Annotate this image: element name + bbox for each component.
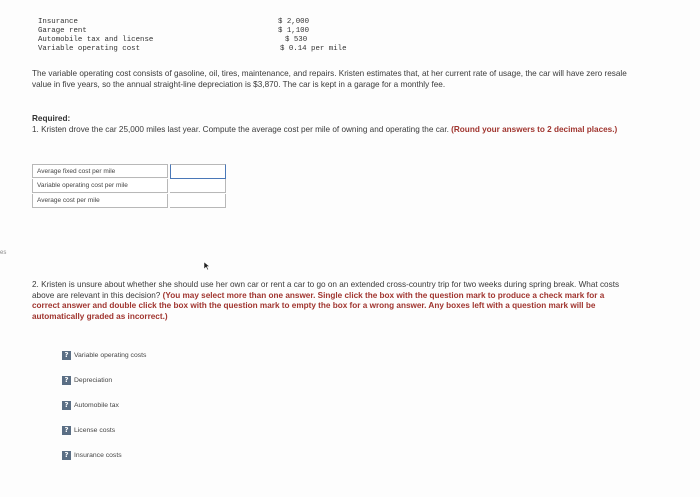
question-mark-checkbox-icon[interactable]: ? <box>62 451 71 460</box>
cost-label: Insurance <box>38 18 78 26</box>
cost-value: $ 1,100 <box>278 27 310 35</box>
option-license-costs[interactable] <box>62 424 146 436</box>
required-heading: Required: <box>32 114 71 123</box>
option-label: License costs <box>74 426 116 434</box>
answer-row <box>32 164 226 179</box>
cost-label: Automobile tax and license <box>38 36 154 44</box>
question-mark-checkbox-icon[interactable]: ? <box>62 351 71 360</box>
variable-cost-input[interactable] <box>170 179 226 193</box>
cost-label: Variable operating cost <box>38 45 141 53</box>
question-mark-checkbox-icon[interactable]: ? <box>62 426 71 435</box>
option-insurance-costs[interactable] <box>62 449 146 461</box>
option-label: Insurance costs <box>74 451 122 459</box>
cost-label: Garage rent <box>38 27 87 35</box>
question-2 <box>32 280 632 322</box>
question-1-instruction: (Round your answers to 2 decimal places.) <box>451 125 618 134</box>
cost-row-insurance <box>38 18 378 27</box>
option-depreciation[interactable] <box>62 374 146 386</box>
cost-row-auto-tax <box>38 36 378 45</box>
question-2-instruction: (You may select more than one answer. Single click the box with the question mark to produce a check mark for a correct answer and double click the box with the question mark to empty the box for a wrong answer. Any boxes left with a question mark will be automatically graded as incorrect.) <box>32 290 605 321</box>
checkbox-list <box>62 349 146 474</box>
avg-cost-input[interactable] <box>170 194 226 208</box>
answer-label-avg-cost: Average cost per mile <box>32 194 168 208</box>
option-label: Variable operating costs <box>74 351 147 359</box>
cost-value: $ 0.14 per mile <box>280 45 347 53</box>
option-label: Depreciation <box>74 376 113 384</box>
question-1 <box>32 125 632 136</box>
answer-row <box>32 179 226 194</box>
avg-fixed-cost-input[interactable] <box>170 164 226 179</box>
cost-value: $ 2,000 <box>278 18 310 26</box>
mouse-cursor-icon <box>203 261 211 271</box>
side-marker: es <box>0 250 7 256</box>
question-1-text: 1. Kristen drove the car 25,000 miles last year. Compute the average cost per mile of owning and operating the car. <box>32 125 449 134</box>
option-variable-operating-costs[interactable] <box>62 349 146 361</box>
answer-row <box>32 194 226 209</box>
option-automobile-tax[interactable] <box>62 399 146 411</box>
question-2-text: 2. Kristen is unsure about whether she should use her own car or rent a car to go on an extended cross-country trip for two weeks during spring break. What costs above are relevant in this decision? <box>32 280 620 300</box>
cost-table <box>38 18 378 54</box>
cost-row-garage-rent <box>38 27 378 36</box>
answer-table <box>32 164 226 209</box>
answer-label-avg-fixed: Average fixed cost per mile <box>32 164 168 178</box>
cost-value: $ 530 <box>285 36 308 44</box>
option-label: Automobile tax <box>74 401 119 409</box>
answer-label-variable: Variable operating cost per mile <box>32 179 168 193</box>
cost-row-variable-cost <box>38 45 378 54</box>
question-mark-checkbox-icon[interactable]: ? <box>62 401 71 410</box>
question-mark-checkbox-icon[interactable]: ? <box>62 376 71 385</box>
intro-paragraph: The variable operating cost consists of gasoline, oil, tires, maintenance, and repairs. Kristen estimates that, at her current rate of usage, the car will have zero resale value in five years, so the annual straight-line depreciation is $3,870. The car is kept in a garage for a monthly fee. <box>32 69 627 89</box>
